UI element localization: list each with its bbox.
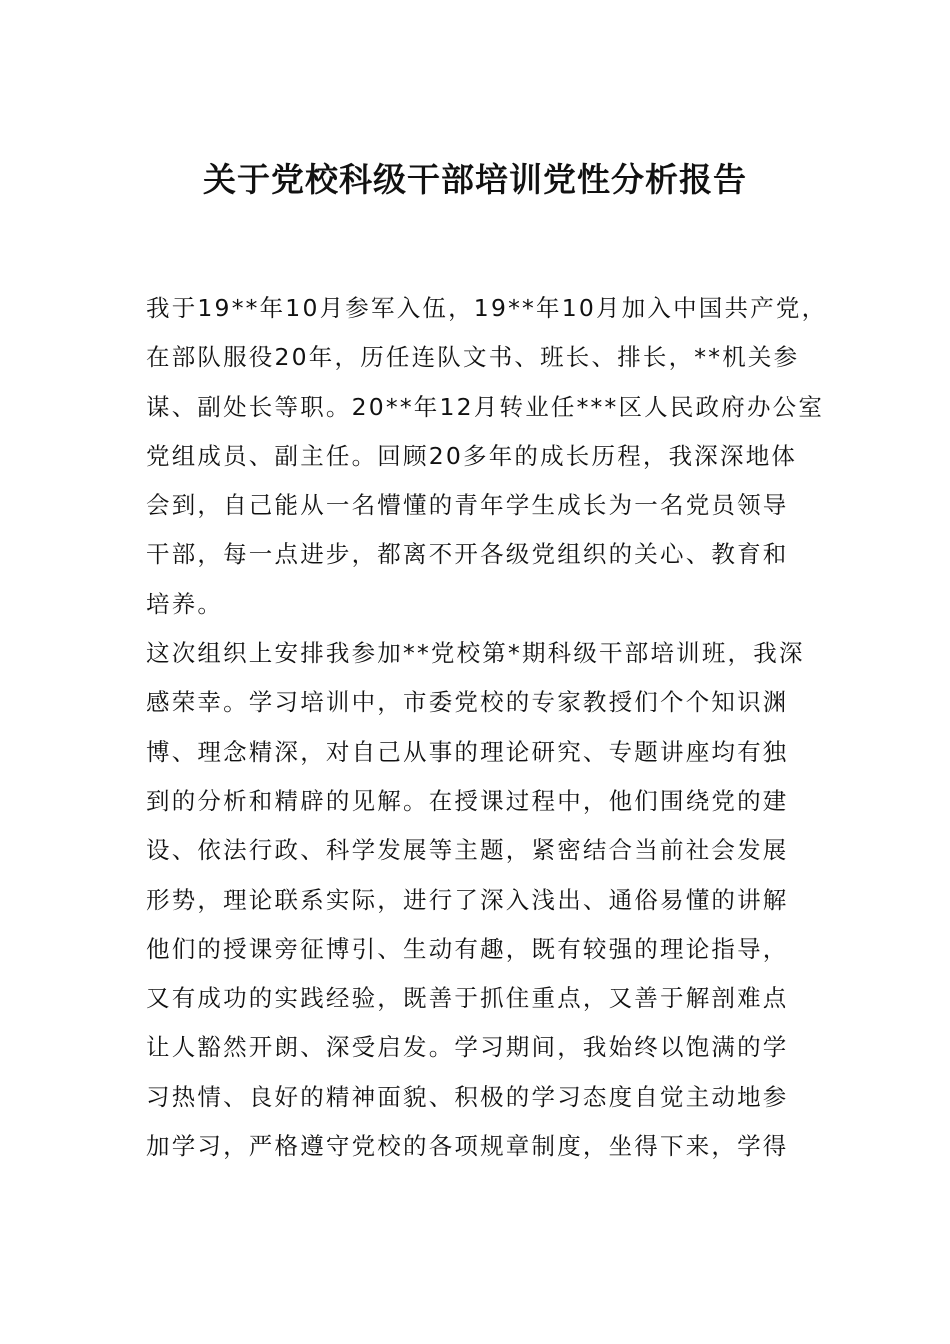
body-line: 习热情、良好的精神面貌、积极的学习态度自觉主动地参 — [146, 1082, 789, 1111]
body-line: 形势，理论联系实际，进行了深入浅出、通俗易懂的讲解 — [146, 885, 789, 914]
body-line: 谋、副处长等职。20**年12月转业任***区人民政府办公室 — [146, 392, 825, 421]
body-line: 会到，自己能从一名懵懂的青年学生成长为一名党员领导 — [146, 491, 789, 520]
body-line: 这次组织上安排我参加**党校第*期科级干部培训班，我深 — [146, 639, 805, 668]
document-body — [146, 284, 836, 1171]
body-line: 我于19**年10月参军入伍，19**年10月加入中国共产党， — [146, 294, 828, 322]
body-line: 到的分析和精辟的见解。在授课过程中，他们围绕党的建 — [146, 786, 789, 815]
body-line: 他们的授课旁征博引、生动有趣，既有较强的理论指导， — [146, 934, 789, 963]
body-line: 博、理念精深，对自己从事的理论研究、专题讲座均有独 — [146, 737, 789, 766]
body-line: 感荣幸。学习培训中，市委党校的专家教授们个个知识渊 — [146, 688, 789, 717]
body-line: 干部，每一点进步，都离不开各级党组织的关心、教育和 — [146, 540, 789, 569]
body-line: 让人豁然开朗、深受启发。学习期间，我始终以饱满的学 — [146, 1033, 789, 1062]
body-line: 加学习，严格遵守党校的各项规章制度，坐得下来，学得 — [146, 1132, 789, 1161]
body-line: 党组成员、副主任。回顾20多年的成长历程，我深深地体 — [146, 441, 798, 470]
body-line: 培养。 — [146, 589, 224, 618]
body-line: 设、依法行政、科学发展等主题，紧密结合当前社会发展 — [146, 836, 789, 865]
body-line: 又有成功的实践经验，既善于抓住重点，又善于解剖难点 — [146, 984, 789, 1013]
body-line: 在部队服役20年，历任连队文书、班长、排长，**机关参 — [146, 343, 800, 372]
document-title: 关于党校科级干部培训党性分析报告 — [203, 160, 747, 199]
